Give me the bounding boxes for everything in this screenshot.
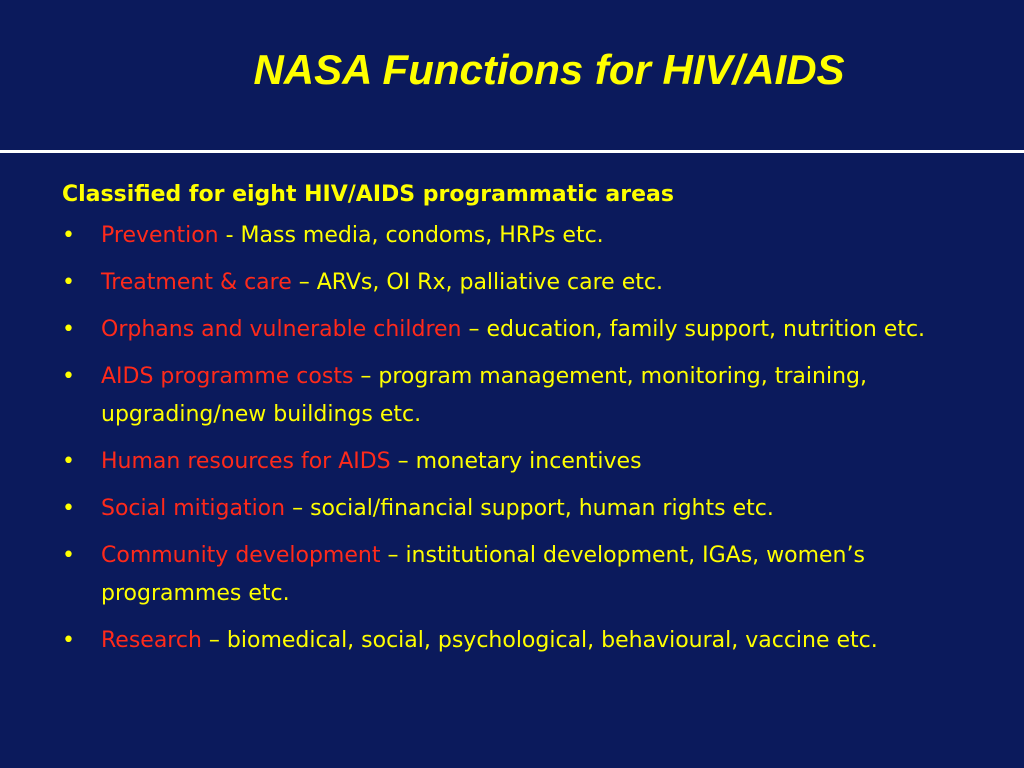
bullet-term: Social mitigation [101, 496, 286, 521]
bullet-description: – social/financial support, human rights etc. [285, 496, 774, 521]
slide-title: NASA Functions for HIV/AIDS [253, 46, 845, 93]
bullet-term: Treatment & care [101, 270, 292, 295]
bullet-item-social-mitigation [62, 490, 962, 528]
bullet-icon: • [62, 449, 75, 474]
bullet-term: Human resources for AIDS [101, 449, 391, 474]
bullet-icon: • [62, 543, 75, 568]
bullet-item-human-resources [62, 443, 962, 481]
bullet-icon: • [62, 628, 75, 653]
bullet-list [62, 217, 962, 660]
bullet-term: AIDS programme costs [101, 364, 354, 389]
bullet-icon: • [62, 223, 75, 248]
bullet-description: – monetary incentives [390, 449, 642, 474]
bullet-icon: • [62, 270, 75, 295]
bullet-icon: • [62, 317, 75, 342]
bullet-item-research [62, 622, 962, 660]
bullet-term: Prevention [101, 223, 219, 248]
bullet-item-treatment-care [62, 264, 962, 302]
slide-body [62, 176, 962, 669]
bullet-description: – education, family support, nutrition etc. [461, 317, 926, 342]
bullet-item-prevention [62, 217, 962, 255]
bullet-description: – biomedical, social, psychological, behavioural, vaccine etc. [201, 628, 878, 653]
bullet-description: - Mass media, condoms, HRPs etc. [218, 223, 604, 248]
bullet-item-community-development [62, 537, 962, 613]
bullet-term: Community development [101, 543, 381, 568]
bullet-description: – ARVs, OI Rx, palliative care etc. [291, 270, 663, 295]
bullet-icon: • [62, 496, 75, 521]
bullet-item-programme-costs [62, 358, 962, 434]
title-divider [0, 150, 1024, 153]
bullet-icon: • [62, 364, 75, 389]
bullet-description: – program management, monitoring, training, upgrading/new buildings etc. [101, 364, 867, 427]
bullet-term: Orphans and vulnerable children [101, 317, 462, 342]
bullet-description: – institutional development, IGAs, women’s programmes etc. [101, 543, 865, 606]
bullet-term: Research [101, 628, 202, 653]
section-heading: Classified for eight HIV/AIDS programmatic areas [62, 182, 674, 207]
bullet-item-orphans [62, 311, 962, 349]
